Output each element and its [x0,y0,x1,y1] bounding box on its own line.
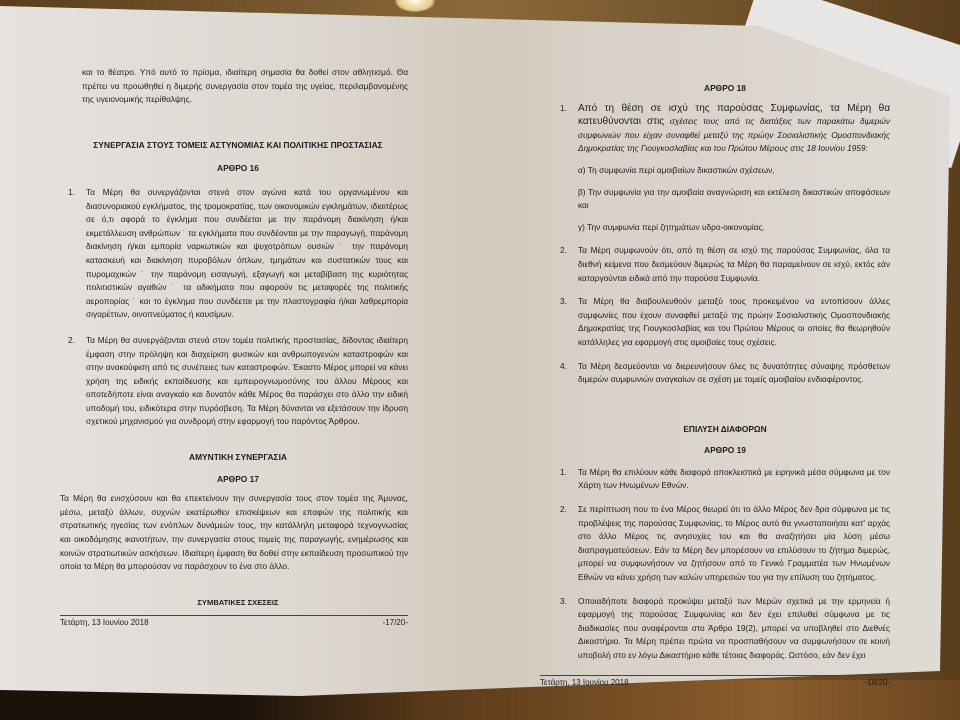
item-text: Τα Μέρη θα επιλύουν κάθε διαφορά αποκλειστικά με ειρηνικά μέσα σύμφωνα με τον Χάρτη των Ηνωμένων Εθνών. [578,466,890,491]
item-lead-text: Από τη θέση σε ισχύ της παρούσας Συμφωνίας, τα Μέρη θα κατευθύνονται στις [578,102,890,128]
intro-paragraph: και το θέατρο. Υπό αυτό το πρίσμα, ιδιαίτερη σημασία θα δοθεί στον αθλητισμό. Θα πρέπει να προωθηθεί η διμερής συνεργασία στον τομέα της υγείας, περιλαμβανομένης της υγειονομικής περίθαλψης. [82,67,408,105]
page-18 [540,82,890,689]
item-number: 2. [560,504,567,515]
article-16-item-2 [68,334,408,429]
item-text [578,102,890,156]
article-17-text: Τα Μέρη θα ενισχύσουν και θα επεκτείνουν την συνεργασία τους στον τομέα της Άμυνας, μέσω, μεταξύ άλλων, συχνών εκατέρωθεν επισκέψεων και επαφών της πολιτικής και στρατιωτικής ηγεσίας των ενόπλων δυνάμεών τους, την κατάλληλη μεταφορά τεχνογνωσίας και οικοδόμησης ικανοτήτων, την συνεργασία στους τομείς της παραγωγής, ενημέρωσης και κοινών στρατιωτικών ασκήσεων. Ιδιαίτερη έμφαση θα δοθεί στην εκπαίδευση προσωπικού την οποία τα Μέρη θα μπορούσαν να παράσχουν το ένα στο άλλο. [60,493,408,572]
subitem-c: γ) Την συμφωνία περί ζητημάτων υδρο-οικονομίας. [578,221,765,232]
item-number: 1. [68,186,75,197]
article-19-item-2 [560,503,890,585]
item-text: Τα Μέρη θα διαβουλευθούν μεταξύ τους προκειμένου να εντοπίσουν άλλες συμφωνίες που έχουν συναφθεί μεταξύ της πρώην Σοσιαλιστικής Ομοσπονδιακής Δημοκρατίας της Γιουγκοσλαβίας και του Πρώτου Μέρους οι οποίες θα θεωρηθούν κατάλληλες για εφαρμογή στις αμοιβαίες τους σχέσεις. [578,296,890,347]
section-heading-police-civil-protection: ΣΥΝΕΡΓΑΣΙΑ ΣΤΟΥΣ ΤΟΜΕΙΣ ΑΣΤΥΝΟΜΙΑΣ ΚΑΙ ΠΟΛΙΤΙΚΗΣ ΠΡΟΣΤΑΣΙΑΣ [93,139,383,150]
article-16-item-1 [68,186,408,322]
item-number: 1. [560,466,567,477]
page-footer [60,616,408,630]
article-18-title: ΑΡΘΡΟ 18 [704,83,746,93]
article-18-item-1 [560,102,890,156]
page-footer [540,676,890,690]
item-text: Τα Μέρη θα συνεργάζονται στενά στον αγώνα κατά του οργανωμένου και διασυνοριακού εγκλήματος, της τρομοκρατίας, των οικονομικών εγκλημάτων, ιδιαιτέρως σε ό,τι αφορά το έγκλημα που συνδέεται με την παράνομη διακίνηση ή/και εκμετάλλευση ανθρώπων ˙ τα εγκλήματα που συνδέονται με την παραγωγή, παράνομη διακίνηση ή/και εμπορία ναρκωτικών και ψυχοτρόπων ουσιών ˙ την παράνομη κατασκευή και διακίνηση πυροβόλων όπλων, τμημάτων και συστατικών τους και πυρομαχικών ˙ την παράνομη εισαγωγή, εξαγωγή και μεταβίβαση της κυριότητας πολιτιστικών αγαθών ˙ τα αδικήματα που αφορούν τις μεταφορές της πολιτικής αεροπορίας ˙ και το έγκλημα που συνδέεται με την πλαστογραφία ή/και λαθρεμπορία σιγαρέττων, οινοπνεύματος ή καυσίμων. [86,186,408,320]
article-19-item-3 [560,595,890,663]
item-text: Τα Μέρη δεσμεύονται να διερευνήσουν όλες τις δυνατότητες σύναψης πρόσθετων διμερών συμφωνιών αναγκαίων σε σχέση με τομείς αμοιβαίου ενδιαφέροντος. [578,360,890,385]
item-number: 2. [560,245,567,256]
section-heading-dispute-resolution: ΕΠΙΛΥΣΗ ΔΙΑΦΟΡΩΝ [683,423,767,434]
section-heading-treaty-relations: ΣΥΜΒΑΤΙΚΕΣ ΣΧΕΣΕΙΣ [197,597,279,607]
article-16-title: ΑΡΘΡΟ 16 [217,163,259,174]
footer-date: Τετάρτη, 13 Ιουνίου 2018 [60,618,149,628]
page-number: -18/20- [864,677,890,687]
article-18-item-4 [560,360,890,387]
item-text: Τα Μέρη θα συνεργάζονται στενά στον τομέα πολιτικής προστασίας, δίδοντας ιδιαίτερη έμφαση στην πρόληψη και διαχείριση φυσικών και ανθρωπογενών καταστροφών και στην ανακούφιση από τις συνέπειες των καταστροφών. Έκαστο Μέρος μπορεί να κάνει χρήση της ειδικής εκπαίδευσης και εμπειρογνωμοσύνης του άλλου Μέρους και οποτεδήποτε είναι αναγκαίο και δυνατόν κάθε Μέρος θα παράσχει στο άλλο την ειδική υποδομή του, ειδικότερα στην πυρόσβεση. Τα Μέρη δύνανται να εξετάσουν την ίδρυση σχετικού μηχανισμού για συνδρομή στην εφαρμογή του παρόντος Άρθρου. [86,334,408,427]
page-number: -17/20- [382,618,408,628]
article-18-item-2 [560,244,890,285]
item-text: Τα Μέρη συμφωνούν ότι, από τη θέση σε ισχύ της παρούσας Συμφωνίας, όλα τα διεθνή κείμενα που δεσμεύουν διμερώς τα Μέρη θα παραμείνουν σε ισχύ, εκτός εάν καταργούνται ειδικά από την παρούσα Συμφωνία. [578,245,890,283]
item-number: 3. [560,296,567,307]
article-19-title: ΑΡΘΡΟ 19 [704,445,746,456]
subitem-b: β) Την συμφωνία για την αμοιβαία αναγνώριση και εκτέλεση δικαστικών αποφάσεων και [578,186,890,211]
subitem-a: α) Τη συμφωνία περί αμοιβαίων δικαστικών σχέσεων, [578,164,775,175]
item-rest-text: σχέσεις τους από τις διατάξεις των παρακάτω διμερών συμφωνιών που είχαν συναφθεί μεταξύ της πρώην Σοσιαλιστικής Ομοσπονδιακής Δημοκρατίας της Γιουγκοσλαβίας και του Πρώτου Μέρους στις 18 Ιουνίου 1959: [578,116,890,154]
item-number: 2. [68,334,75,345]
item-text: Οποιαδήποτε διαφορά προκύψει μεταξύ των Μερών σχετικά με την ερμηνεία ή εφαρμογή της παρούσας Συμφωνίας και δεν έχει επιλυθεί σύμφωνα με τις διαδικασίες που αναφέρονται στο Άρθρο 19(2), μπορεί να υποβληθεί στο Διεθνές Δικαστήριο. Τα Μέρη πρέπει πρώτα να προσπαθήσουν να συμφωνήσουν σε κοινή υποβολή στο εν λόγω Δικαστήριο κάθε τέτοιας διαφοράς. Ωστόσο, εάν δεν έχει [578,595,890,660]
item-number: 1. [560,102,567,113]
article-18-item-3 [560,295,890,349]
item-text: Σε περίπτωση που το ένα Μέρος θεωρεί ότι το άλλο Μέρος δεν δρα σύμφωνα με τις προβλέψεις της παρούσας Συμφωνίας, το Μέρος αυτό θα γνωστοποιήσει κατ' αρχάς στο άλλο Μέρος τις ανησυχίες του και θα αναζητήσει μία λύση μέσω διαπραγματεύσεων. Εάν τα Μέρη δεν μπορέσουν να επιλύσουν το ζήτημα διμερώς, μπορεί να συμφωνήσουν να ζητήσουν από το Γενικό Γραμματέα των Ηνωμένων Εθνών να κάνει χρήση των καλών υπηρεσιών του για την επίλυση του ζητήματος. [578,504,890,583]
article-17-title: ΑΡΘΡΟ 17 [217,473,259,484]
footer-date: Τετάρτη, 13 Ιουνίου 2018 [540,677,629,687]
item-number: 4. [560,360,567,371]
page-17 [60,66,408,630]
item-number: 3. [560,595,567,606]
article-19-item-1 [560,466,890,493]
section-heading-defence: ΑΜΥΝΤΙΚΗ ΣΥΝΕΡΓΑΣΙΑ [189,452,287,463]
